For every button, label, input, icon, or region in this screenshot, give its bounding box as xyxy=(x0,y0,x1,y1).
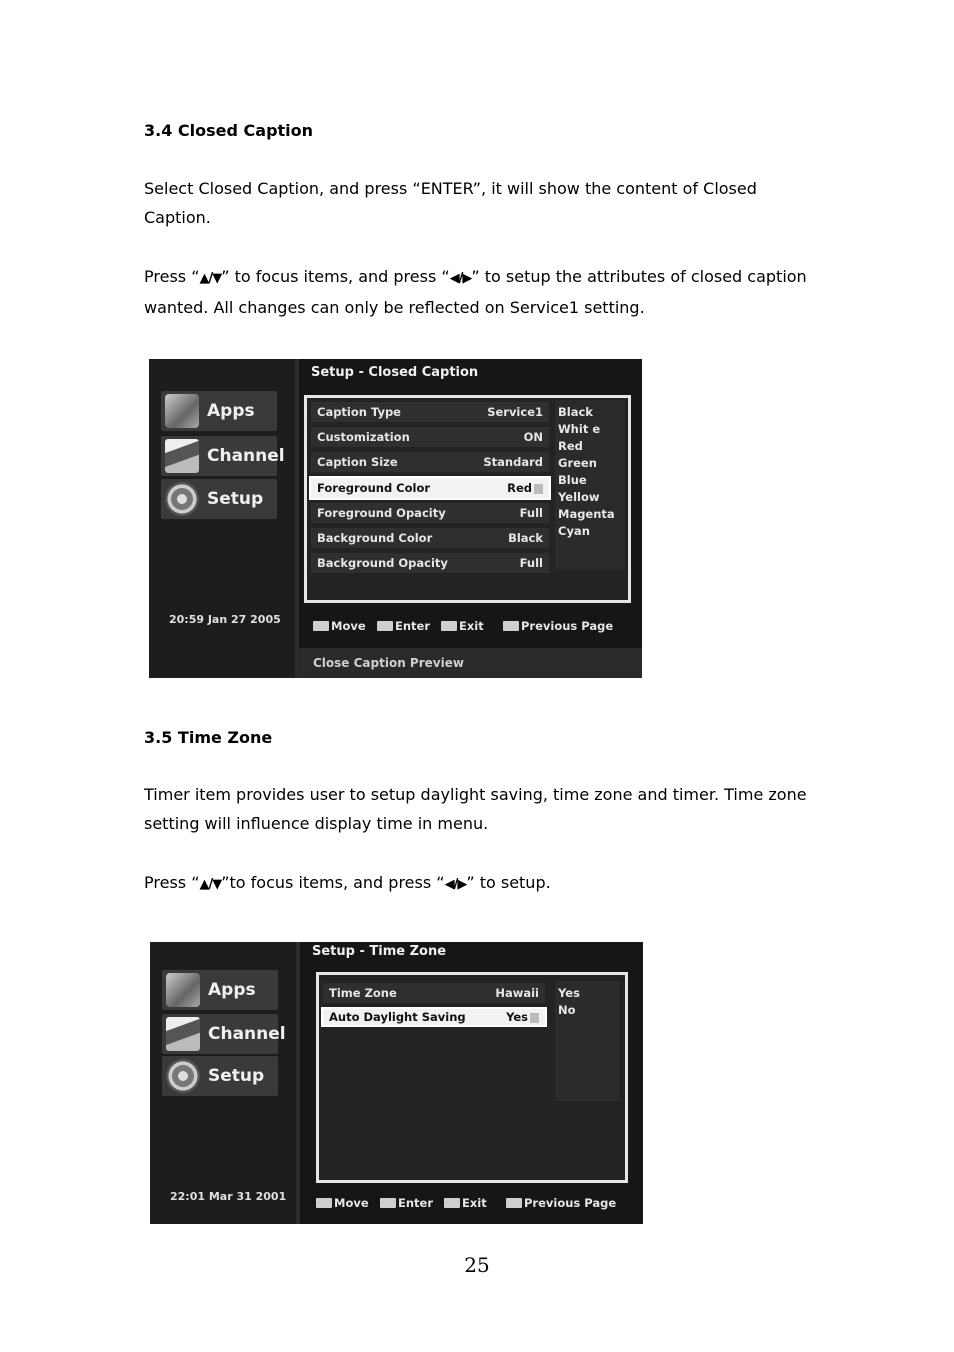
setting-row-customization[interactable] xyxy=(311,427,549,447)
setting-row-auto-daylight-saving[interactable] xyxy=(323,1009,545,1025)
hint-move xyxy=(316,1196,369,1210)
row-value: Yes xyxy=(506,1010,528,1024)
sidebar-label: Setup xyxy=(207,489,264,509)
time-zone-screenshot xyxy=(150,942,643,1224)
closed-caption-instructions xyxy=(144,262,824,322)
hint-exit xyxy=(444,1196,487,1210)
exit-key-icon xyxy=(444,1198,460,1208)
enter-key-icon xyxy=(377,621,393,631)
move-key-icon xyxy=(316,1198,332,1208)
instr-part-b: ”to focus items, and press “ xyxy=(221,873,445,892)
menu-title: Setup - Closed Caption xyxy=(311,365,479,380)
section-heading-time-zone: 3.5 Time Zone xyxy=(144,728,273,747)
setting-row-background-color[interactable] xyxy=(311,528,549,548)
option-item[interactable]: Red xyxy=(558,439,583,453)
clock-readout: 22:01 Mar 31 2001 xyxy=(170,1190,287,1203)
sidebar-item-setup[interactable] xyxy=(162,1056,278,1096)
row-value: Full xyxy=(519,506,543,520)
key-hints-bar xyxy=(313,619,633,635)
hint-label: Previous Page xyxy=(524,1196,617,1210)
row-label: Auto Daylight Saving xyxy=(329,1010,466,1024)
row-label: Time Zone xyxy=(329,986,397,1000)
menu-sidebar xyxy=(150,942,296,1224)
row-value: Service1 xyxy=(487,405,543,419)
menu-sidebar xyxy=(149,359,295,678)
row-value: Full xyxy=(519,556,543,570)
channel-pen-icon xyxy=(165,439,199,473)
option-item[interactable]: Yellow xyxy=(558,490,600,504)
row-label: Background Color xyxy=(317,531,433,545)
setting-row-caption-size[interactable] xyxy=(311,452,549,472)
instr-part-c: ” to setup the attributes of closed caption wanted. All changes can only be reflected on Service1 setting. xyxy=(144,267,807,317)
sidebar-label: Apps xyxy=(208,980,256,1000)
settings-panel xyxy=(304,395,631,603)
instr-part-b: ” to focus items, and press “ xyxy=(221,267,450,286)
up-down-arrow-icon: ▲/▼ xyxy=(199,877,222,892)
hint-enter xyxy=(380,1196,433,1210)
sidebar-label: Setup xyxy=(208,1066,265,1086)
section-heading-closed-caption: 3.4 Closed Caption xyxy=(144,121,314,140)
row-label: Caption Size xyxy=(317,455,398,469)
option-item[interactable]: Whit e xyxy=(558,422,601,436)
sidebar-label: Channel xyxy=(208,1024,286,1044)
setting-row-foreground-opacity[interactable] xyxy=(311,503,549,523)
sidebar-item-apps[interactable] xyxy=(161,391,277,431)
option-item[interactable]: Cyan xyxy=(558,524,590,538)
hint-previous-page xyxy=(503,619,613,633)
hint-enter xyxy=(377,619,430,633)
page-number: 25 xyxy=(464,1253,490,1277)
row-value: Red xyxy=(507,481,532,495)
hint-exit xyxy=(441,619,484,633)
row-label: Background Opacity xyxy=(317,556,448,570)
up-down-arrow-icon: ▲/▼ xyxy=(199,271,222,286)
option-item[interactable]: Black xyxy=(558,405,593,419)
row-label: Foreground Opacity xyxy=(317,506,446,520)
hint-label: Move xyxy=(331,619,366,633)
move-key-icon xyxy=(313,621,329,631)
hint-label: Move xyxy=(334,1196,369,1210)
row-value: Black xyxy=(508,531,543,545)
setting-row-foreground-color[interactable] xyxy=(311,478,549,498)
sidebar-label: Channel xyxy=(207,446,285,466)
color-options-list xyxy=(555,400,625,570)
hint-label: Exit xyxy=(462,1196,487,1210)
hint-label: Enter xyxy=(395,619,431,633)
previous-key-icon xyxy=(503,621,519,631)
option-item[interactable]: No xyxy=(558,1003,576,1017)
option-item[interactable]: Magenta xyxy=(558,507,615,521)
sidebar-item-apps[interactable] xyxy=(162,970,278,1010)
hint-label: Previous Page xyxy=(521,619,614,633)
key-hints-bar xyxy=(316,1196,636,1212)
sidebar-label: Apps xyxy=(207,401,255,421)
sidebar-item-channel[interactable] xyxy=(161,436,285,476)
caption-preview-bar: Close Caption Preview xyxy=(299,648,642,678)
divider xyxy=(296,942,300,1224)
yes-no-options-list xyxy=(555,981,619,1101)
sidebar-item-setup[interactable] xyxy=(161,479,277,519)
row-label: Customization xyxy=(317,430,410,444)
enter-key-icon xyxy=(380,1198,396,1208)
hint-label: Exit xyxy=(459,619,484,633)
instr-part-a: Press “ xyxy=(144,873,200,892)
channel-pen-icon xyxy=(166,1017,200,1051)
row-value: Hawaii xyxy=(495,986,539,1000)
spinner-icon xyxy=(534,484,543,494)
instr-part-a: Press “ xyxy=(144,267,200,286)
row-value: ON xyxy=(523,430,543,444)
option-item[interactable]: Blue xyxy=(558,473,587,487)
setting-row-caption-type[interactable] xyxy=(311,402,549,422)
hint-move xyxy=(313,619,366,633)
apps-cube-icon xyxy=(166,973,200,1007)
instr-part-c: ” to setup. xyxy=(466,873,551,892)
row-label: Caption Type xyxy=(317,405,401,419)
menu-title: Setup - Time Zone xyxy=(312,944,447,959)
apps-cube-icon xyxy=(165,394,199,428)
left-right-arrow-icon: ◀/▶ xyxy=(449,271,472,286)
row-label: Foreground Color xyxy=(317,481,431,495)
time-zone-intro: Timer item provides user to setup daylight saving, time zone and timer. Time zone setting will influence display time in menu. xyxy=(144,785,807,833)
setup-disc-icon xyxy=(166,1059,200,1093)
sidebar-item-channel[interactable] xyxy=(162,1014,286,1054)
option-item[interactable]: Green xyxy=(558,456,597,470)
clock-readout: 20:59 Jan 27 2005 xyxy=(169,613,281,626)
closed-caption-screenshot xyxy=(149,359,642,678)
setting-row-background-opacity[interactable] xyxy=(311,553,549,573)
setup-disc-icon xyxy=(165,482,199,516)
left-right-arrow-icon: ◀/▶ xyxy=(444,877,467,892)
time-zone-instructions xyxy=(144,868,824,899)
divider xyxy=(295,359,299,678)
row-value: Standard xyxy=(483,455,543,469)
hint-previous-page xyxy=(506,1196,616,1210)
closed-caption-intro: Select Closed Caption, and press “ENTER”, it will show the content of Closed Caption. xyxy=(144,179,757,227)
settings-panel xyxy=(316,972,628,1183)
previous-key-icon xyxy=(506,1198,522,1208)
spinner-icon xyxy=(530,1013,539,1023)
setting-row-time-zone[interactable] xyxy=(323,983,545,1003)
exit-key-icon xyxy=(441,621,457,631)
option-item[interactable]: Yes xyxy=(558,986,580,1000)
hint-label: Enter xyxy=(398,1196,434,1210)
